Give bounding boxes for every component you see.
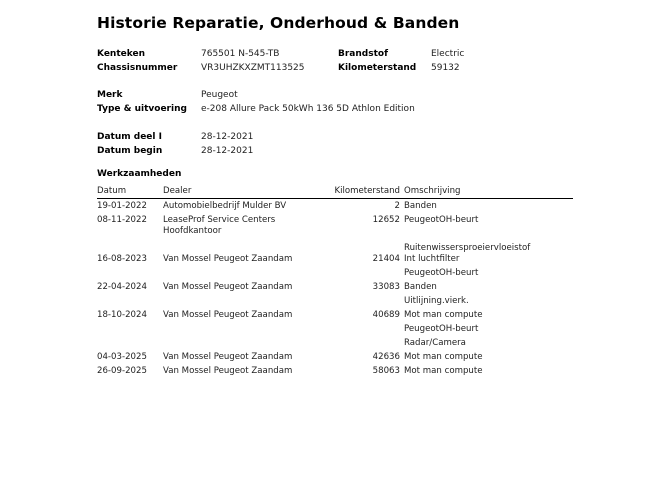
row-dealer-line2: Hoofdkantoor: [163, 226, 222, 236]
row-omschrijving: Mot man compute: [404, 310, 483, 320]
header-dealer: Dealer: [163, 186, 192, 196]
datum-begin-label: Datum begin: [97, 146, 163, 156]
row-kilometerstand: 58063: [372, 366, 400, 376]
header-omschrijving: Omschrijving: [404, 186, 461, 196]
row-omschrijving: PeugeotOH-beurt: [404, 215, 479, 225]
row-dealer: Van Mossel Peugeot Zaandam: [163, 310, 293, 320]
row-datum: 08-11-2022: [97, 215, 147, 225]
brandstof-label: Brandstof: [338, 49, 388, 59]
kilometerstand-label: Kilometerstand: [338, 63, 417, 73]
row-datum: 04-03-2025: [97, 352, 147, 362]
row-omschrijving: Int luchtfilter: [404, 254, 460, 264]
row-datum: 26-09-2025: [97, 366, 147, 376]
row-omschrijving: Banden: [404, 282, 437, 292]
chassisnummer-label: Chassisnummer: [97, 63, 178, 73]
row-omschrijving: Banden: [404, 201, 437, 211]
merk-value: Peugeot: [201, 90, 238, 100]
row-omschrijving: PeugeotOH-beurt: [404, 324, 479, 334]
row-kilometerstand: 12652: [372, 215, 400, 225]
row-dealer: Van Mossel Peugeot Zaandam: [163, 254, 293, 264]
chassisnummer-value: VR3UHZKXZMT113525: [201, 63, 305, 73]
werkzaamheden-heading: Werkzaamheden: [97, 169, 182, 179]
row-datum: 18-10-2024: [97, 310, 147, 320]
header-datum: Datum: [97, 186, 127, 196]
row-kilometerstand: 42636: [372, 352, 400, 362]
row-omschrijving: Mot man compute: [404, 352, 483, 362]
page-title: Historie Reparatie, Onderhoud & Banden: [97, 14, 460, 32]
row-dealer: Van Mossel Peugeot Zaandam: [163, 352, 293, 362]
merk-label: Merk: [97, 90, 123, 100]
row-omschrijving: Uitlijning.vierk.: [404, 296, 469, 306]
table-body: [97, 199, 573, 380]
row-kilometerstand: 40689: [372, 310, 400, 320]
row-dealer: LeaseProf Service Centers: [163, 215, 276, 225]
table-header: [97, 185, 573, 199]
kilometerstand-value: 59132: [431, 63, 460, 73]
row-omschrijving: Radar/Camera: [404, 338, 466, 348]
row-dealer: Van Mossel Peugeot Zaandam: [163, 366, 293, 376]
type-uitvoering-value: e-208 Allure Pack 50kWh 136 5D Athlon Edition: [201, 104, 415, 114]
werkzaamheden-table: [97, 185, 573, 380]
row-datum: 22-04-2024: [97, 282, 147, 292]
row-omschrijving: Mot man compute: [404, 366, 483, 376]
kenteken-value: 765501 N-545-TB: [201, 49, 280, 59]
datum-deel-1-value: 28-12-2021: [201, 132, 254, 142]
datum-begin-value: 28-12-2021: [201, 146, 254, 156]
row-datum: 19-01-2022: [97, 201, 147, 211]
row-omschrijving: PeugeotOH-beurt: [404, 268, 479, 278]
row-datum: 16-08-2023: [97, 254, 147, 264]
brandstof-value: Electric: [431, 49, 465, 59]
row-dealer: Van Mossel Peugeot Zaandam: [163, 282, 293, 292]
row-dealer: Automobielbedrijf Mulder BV: [163, 201, 287, 211]
kenteken-label: Kenteken: [97, 49, 145, 59]
row-kilometerstand: 21404: [372, 254, 400, 264]
row-kilometerstand: 2: [394, 201, 400, 211]
header-kilometerstand: Kilometerstand: [334, 186, 400, 196]
row-omschrijving: Ruitenwissersproeiervloeistof: [404, 243, 531, 253]
type-uitvoering-label: Type & uitvoering: [97, 104, 187, 114]
datum-deel-1-label: Datum deel I: [97, 132, 162, 142]
row-kilometerstand: 33083: [372, 282, 400, 292]
